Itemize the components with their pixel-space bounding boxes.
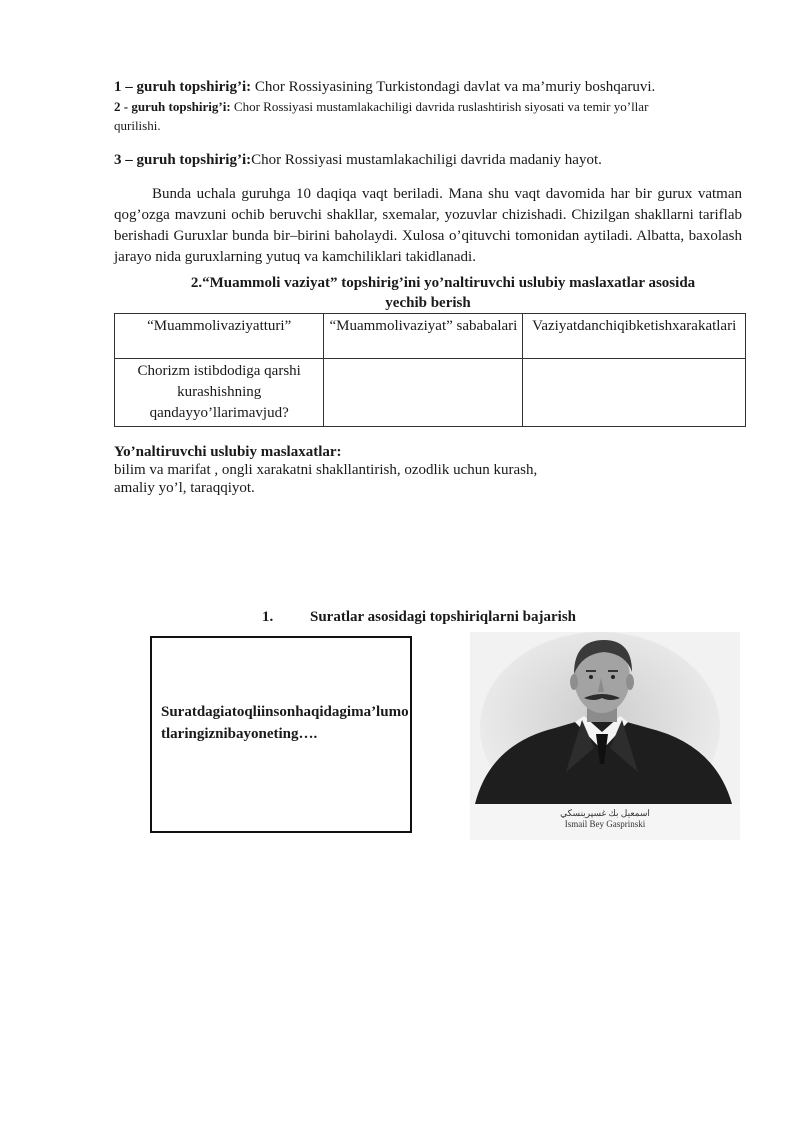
task-1-text: Chor Rossiyasining Turkistondagi davlat va ma’muriy boshqaruvi. [251,79,656,95]
portrait-photo [470,632,740,840]
guidance-title: Yo’naltiruvchi uslubiy maslaxatlar: [114,444,342,460]
section-3-title [262,609,576,626]
problem-table [114,313,746,427]
task-box-text: Suratdagiatoqliinsonhaqidagima’lumotlaringiznibayoneting…. [161,704,409,742]
photo-caption [520,808,690,830]
task-1-label: 1 – guruh topshirig’i: [114,79,252,95]
table-cell [523,359,746,427]
paragraph-text: Bunda uchala guruhga 10 daqiqa vaqt beriladi. Mana shu vaqt davomida har bir gurux vatman qog’ozga mavzuni ochib beruvchi shakllar, sxemalar, yozuvlar chizishadi. Chizilgan shakllarni tariflab berishadi Guruxlar bunda bir–birini baholaydi. Xulosa o’qituvchi tomonidan aytiladi. Albatta, baxolash jarayo nida guruxlarning yutuq va kamchiliklari takidlanadi. [114,186,742,265]
photo-caption-arabic: اسمعيل بك غسپرينسكي [560,808,650,818]
task-box [150,636,412,833]
table-header-cell: “Muammolivaziyat” sababalari [324,314,523,359]
table-cell [324,359,523,427]
photo-caption-latin: Ismail Bey Gasprinski [564,819,646,829]
table-header-row [115,314,746,359]
task-1 [114,77,655,97]
guidance-line-2: amaliy yo’l, taraqqiyot. [114,480,255,496]
table-header-cell: “Muammolivaziyatturi” [115,314,324,359]
section-2-title-line1: 2.“Muammoli vaziyat” topshirig’ini yo’naltiruvchi uslubiy maslaxatlar asosida [190,275,696,291]
guidance-block [114,443,537,497]
task-3-label: 3 – guruh topshirig’i: [114,152,252,168]
table-cell: Chorizm istibdodiga qarshi kurashishning qandayyo’llarimavjud? [115,359,324,427]
guidance-line-1: bilim va marifat , ongli xarakatni shakllantirish, ozodlik uchun kurash, [114,462,538,478]
section-3-title-text: Suratlar asosidagi topshiriqlarni bajarish [310,609,577,625]
section-2-title [114,273,742,313]
table-row [115,359,746,427]
task-3 [114,150,602,170]
instruction-paragraph [114,184,742,268]
task-2-label: 2 - guruh topshirig’i: [114,99,231,114]
table-header-cell: Vaziyatdanchiqibketishxarakatlari [523,314,746,359]
task-2-text-cont: qurilishi. [114,118,161,133]
task-3-text: Chor Rossiyasi mustamlakachiligi davrida madaniy hayot. [251,152,602,168]
section-2-title-line2: yechib berish [385,295,471,311]
task-2-text: Chor Rossiyasi mustamlakachiligi davrida ruslashtirish siyosati va temir yo’llar [230,99,649,114]
task-2 [114,97,754,135]
section-3-number: 1. [262,609,274,625]
